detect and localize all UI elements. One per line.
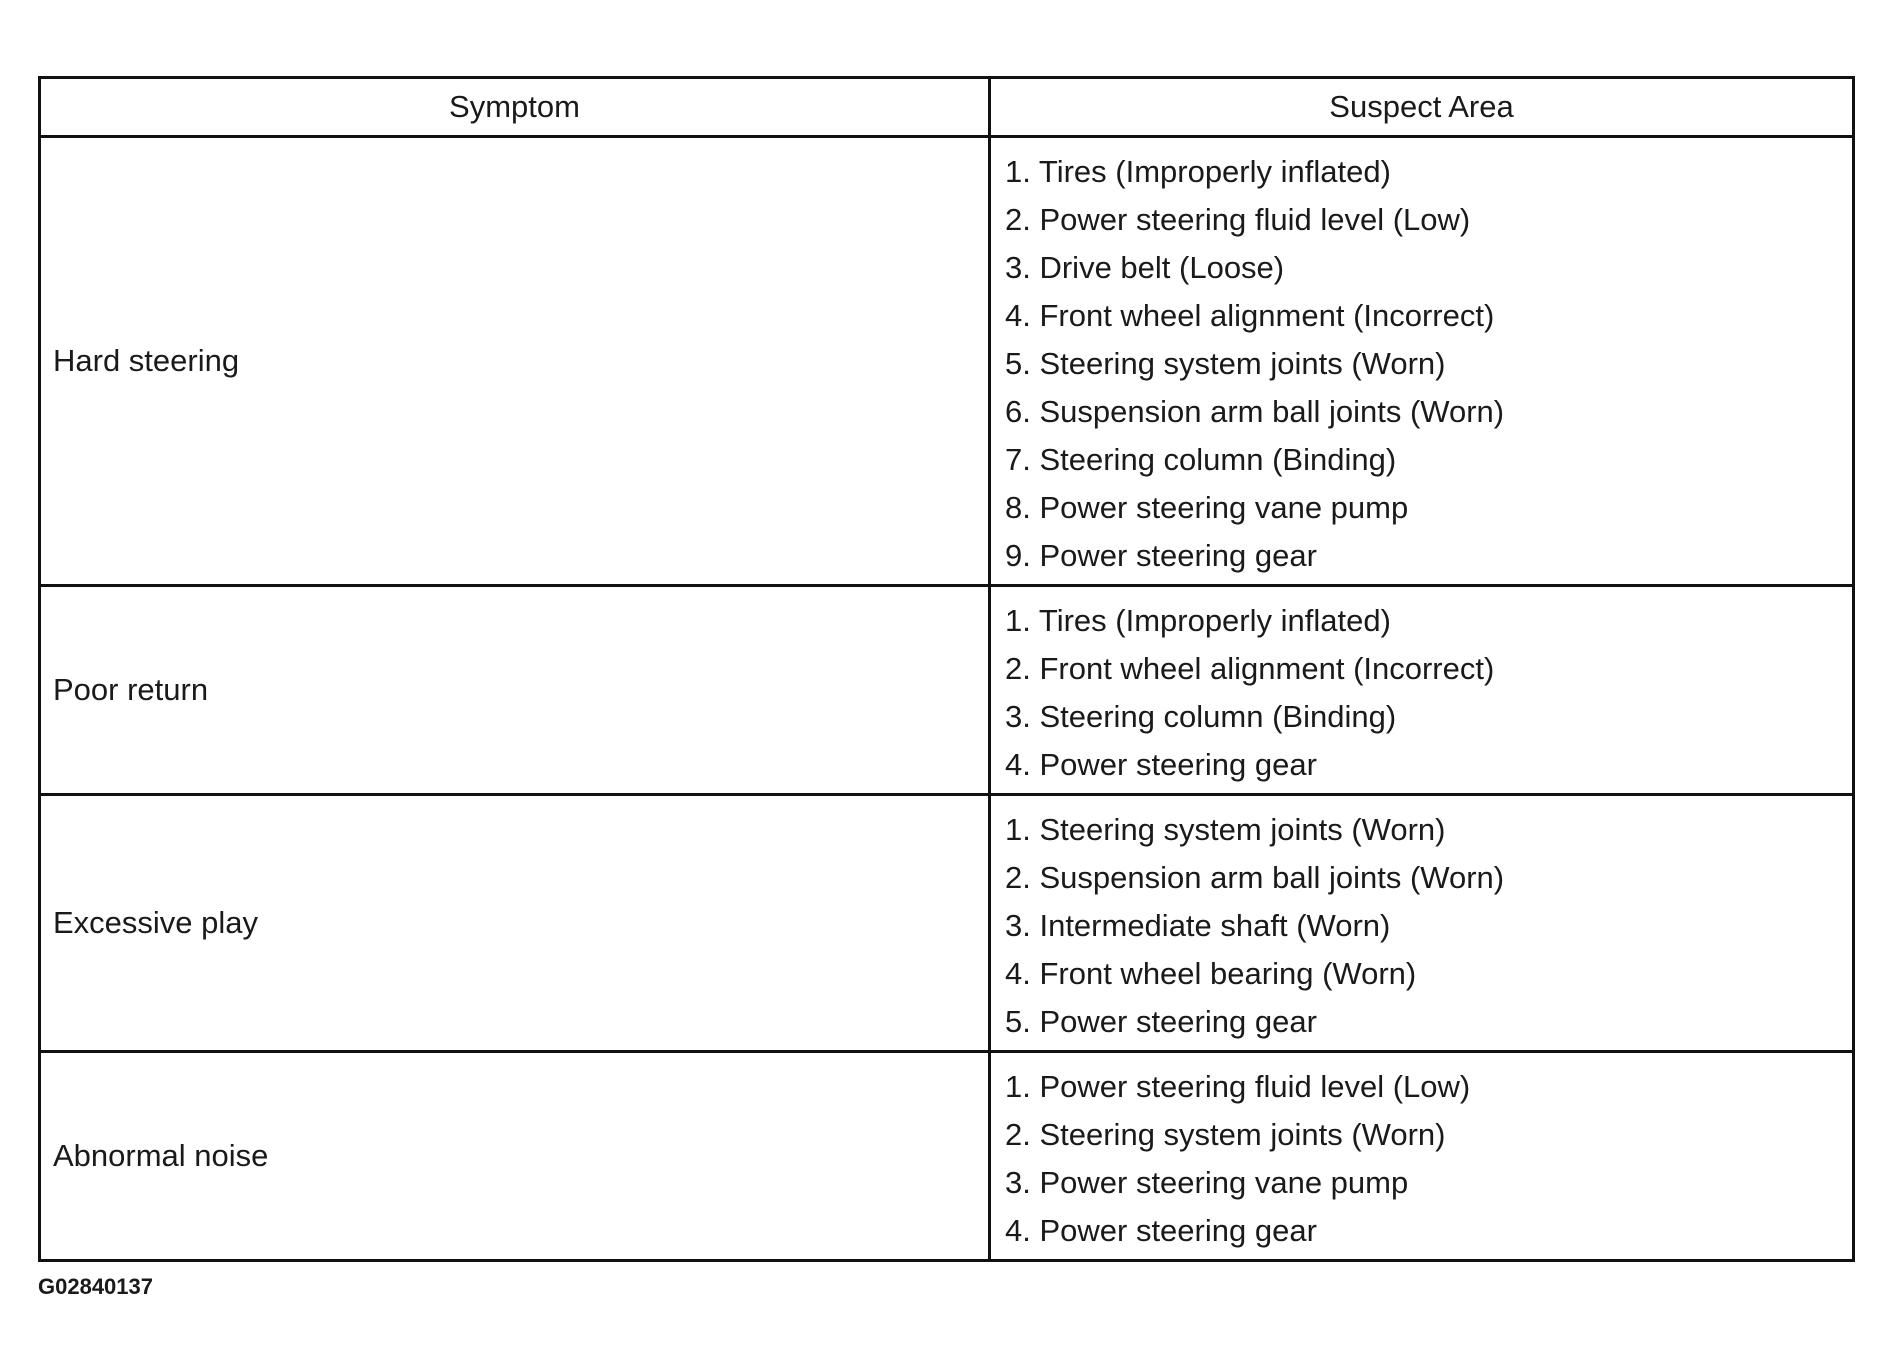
- suspect-area-cell: [990, 1052, 1854, 1261]
- suspect-area-item: 9. Power steering gear: [1005, 538, 1317, 573]
- suspect-area-item: 4. Front wheel bearing (Worn): [1005, 956, 1417, 991]
- table-row: [40, 586, 1854, 795]
- suspect-area-cell: [990, 795, 1854, 1052]
- suspect-area-item: 8. Power steering vane pump: [1005, 490, 1409, 525]
- suspect-area-item: 3. Steering column (Binding): [1005, 699, 1397, 734]
- suspect-area-cell: [990, 137, 1854, 586]
- suspect-area-list: [1005, 806, 1852, 1046]
- suspect-area-item: 1. Steering system joints (Worn): [1005, 812, 1446, 847]
- suspect-area-item: 6. Suspension arm ball joints (Worn): [1005, 394, 1505, 429]
- suspect-area-item: 5. Steering system joints (Worn): [1005, 346, 1446, 381]
- suspect-area-item: 1. Power steering fluid level (Low): [1005, 1069, 1471, 1104]
- figure-id: G02840137: [38, 1274, 153, 1299]
- suspect-area-item: 2. Steering system joints (Worn): [1005, 1117, 1446, 1152]
- header-suspect-area: Suspect Area: [990, 78, 1854, 137]
- symptom-cell: Excessive play: [40, 795, 990, 1052]
- suspect-area-item: 5. Power steering gear: [1005, 1004, 1317, 1039]
- suspect-area-list: [1005, 148, 1852, 580]
- table-row: [40, 795, 1854, 1052]
- header-symptom: Symptom: [40, 78, 990, 137]
- table-row: [40, 1052, 1854, 1261]
- suspect-area-item: 2. Front wheel alignment (Incorrect): [1005, 651, 1495, 686]
- suspect-area-item: 4. Power steering gear: [1005, 1213, 1317, 1248]
- suspect-area-item: 1. Tires (Improperly inflated): [1005, 154, 1391, 189]
- suspect-area-cell: [990, 586, 1854, 795]
- suspect-area-item: 3. Power steering vane pump: [1005, 1165, 1409, 1200]
- table-body: [40, 137, 1854, 1261]
- suspect-area-item: 2. Power steering fluid level (Low): [1005, 202, 1471, 237]
- symptom-cell: Hard steering: [40, 137, 990, 586]
- suspect-area-item: 2. Suspension arm ball joints (Worn): [1005, 860, 1505, 895]
- symptom-table: [38, 76, 1855, 1262]
- suspect-area-item: 4. Front wheel alignment (Incorrect): [1005, 298, 1495, 333]
- suspect-area-item: 3. Drive belt (Loose): [1005, 250, 1285, 285]
- symptom-cell: Poor return: [40, 586, 990, 795]
- suspect-area-item: 1. Tires (Improperly inflated): [1005, 603, 1391, 638]
- table-row: [40, 137, 1854, 586]
- suspect-area-item: 3. Intermediate shaft (Worn): [1005, 908, 1391, 943]
- symptom-cell: Abnormal noise: [40, 1052, 990, 1261]
- suspect-area-list: [1005, 597, 1852, 789]
- suspect-area-item: 7. Steering column (Binding): [1005, 442, 1397, 477]
- suspect-area-item: 4. Power steering gear: [1005, 747, 1317, 782]
- suspect-area-list: [1005, 1063, 1852, 1255]
- header-row: [40, 78, 1854, 137]
